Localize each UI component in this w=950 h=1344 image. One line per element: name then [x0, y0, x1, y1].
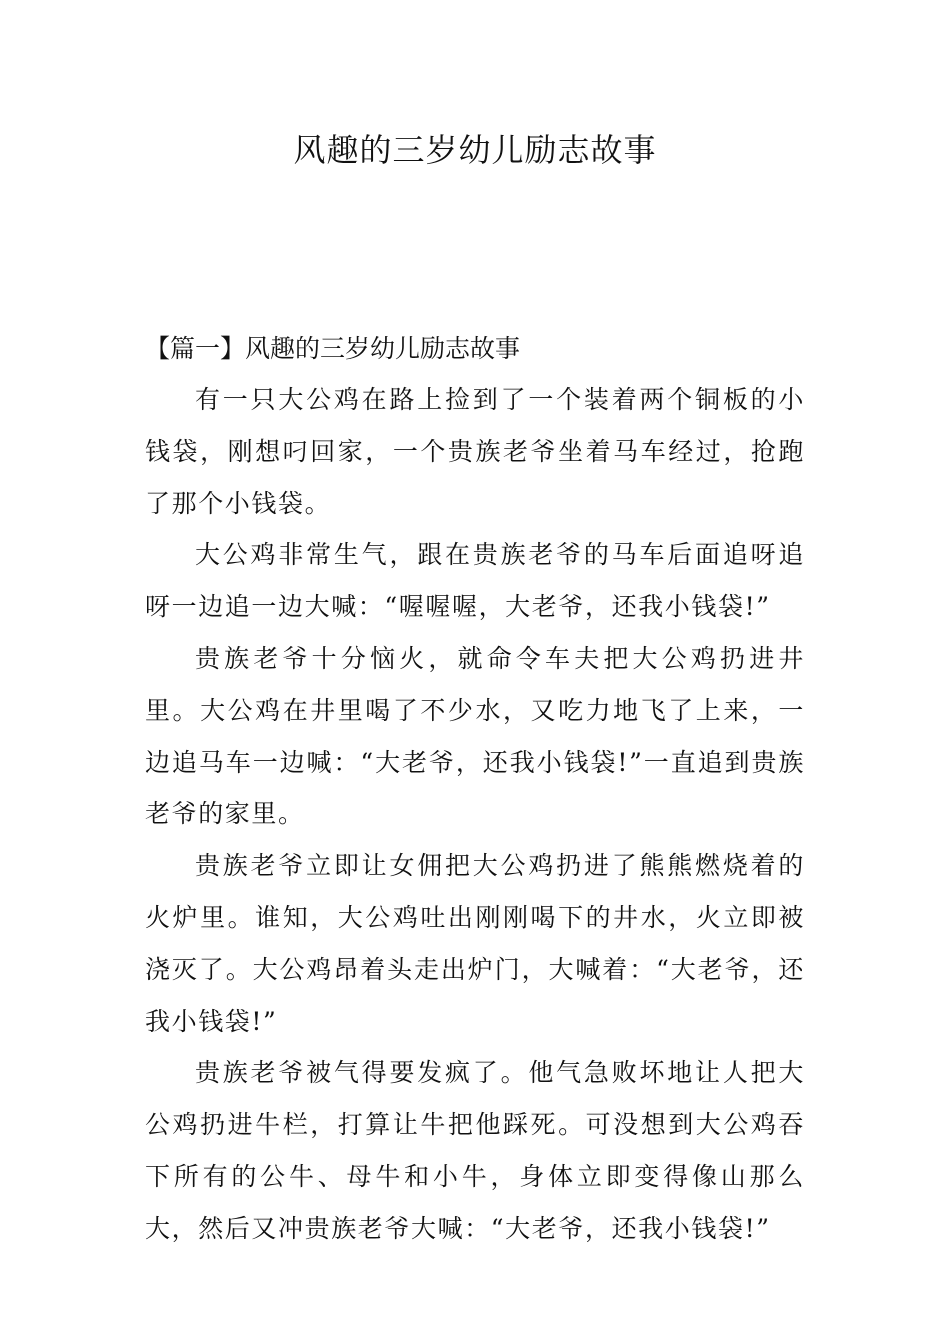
paragraph: 大公鸡非常生气，跟在贵族老爷的马车后面追呀追呀一边追一边大喊：“喔喔喔，大老爷，还我小钱袋!”: [145, 540, 805, 622]
document-title: 风趣的三岁幼儿励志故事: [293, 131, 657, 169]
paragraph: 贵族老爷被气得要发疯了。他气急败坏地让人把大公鸡扔进牛栏，打算让牛把他踩死。可没想到大公鸡吞下所有的公牛、母牛和小牛，身体立即变得像山那么大，然后又冲贵族老爷大喊：“大老爷，还我小钱袋!”: [145, 1058, 805, 1243]
paragraph: 有一只大公鸡在路上捡到了一个装着两个铜板的小钱袋，刚想叼回家，一个贵族老爷坐着马车经过，抢跑了那个小钱袋。: [145, 385, 805, 518]
document-body: [145, 324, 805, 1255]
paragraph: 贵族老爷十分恼火，就命令车夫把大公鸡扔进井里。大公鸡在井里喝了不少水，又吃力地飞了上来，一边追马车一边喊：“大老爷，还我小钱袋!”一直追到贵族老爷的家里。: [145, 643, 805, 829]
paragraph: 贵族老爷立即让女佣把大公鸡扔进了熊熊燃烧着的火炉里。谁知，大公鸡吐出刚刚喝下的井水，火立即被浇灭了。大公鸡昂着头走出炉门，大喊着：“大老爷，还我小钱袋!”: [145, 851, 805, 1036]
section-heading: 【篇一】风趣的三岁幼儿励志故事: [145, 334, 521, 363]
